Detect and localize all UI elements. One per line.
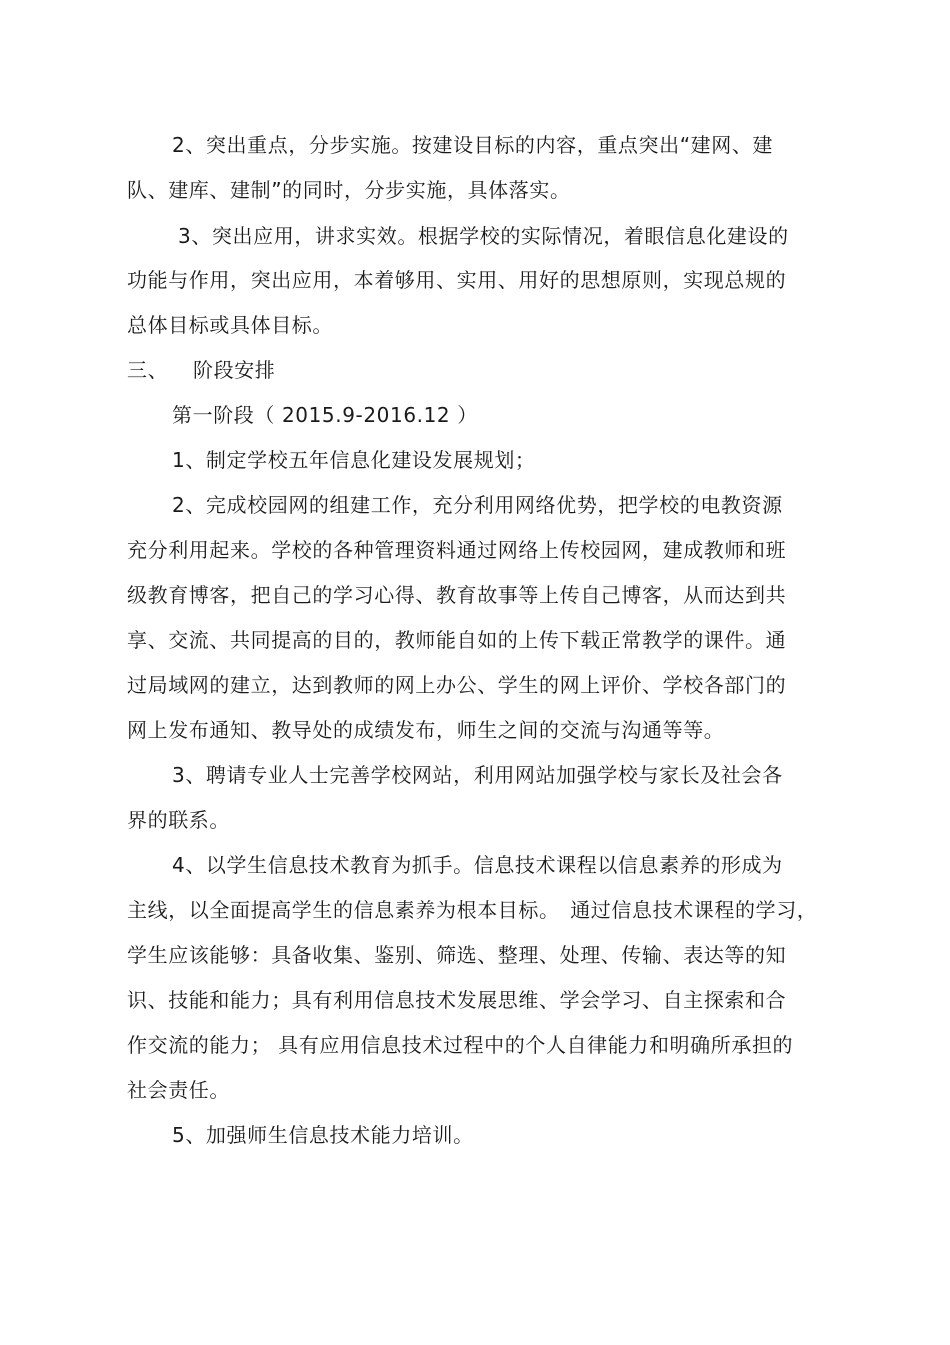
text-line: 3、聘请专业人士完善学校网站，利用网站加强学校与家长及社会各 [172, 763, 783, 787]
text-line: 2、完成校园网的组建工作，充分利用网络优势，把学校的电教资源 [172, 493, 783, 517]
text-line: 网上发布通知、教导处的成绩发布，师生之间的交流与沟通等等。 [127, 718, 725, 742]
text-line: 3、突出应用，讲求实效。根据学校的实际情况，着眼信息化建设的 [178, 224, 789, 248]
text-line: 2、突出重点，分步实施。按建设目标的内容，重点突出“建网、建 [172, 133, 774, 157]
text-line: 主线，以全面提高学生的信息素养为根本目标。 通过信息技术课程的学习， [127, 898, 818, 922]
text-line: 级教育博客，把自己的学习心得、教育故事等上传自己博客，从而达到共 [127, 583, 787, 607]
text-line: 学生应该能够：具备收集、鉴别、筛选、整理、处理、传输、表达等的知 [127, 943, 787, 967]
text-line: 总体目标或具体目标。 [127, 313, 333, 337]
text-line: 5、加强师生信息技术能力培训。 [172, 1123, 474, 1147]
text-line: 1、制定学校五年信息化建设发展规划； [172, 448, 536, 472]
section-number: 三、 [127, 358, 169, 382]
text-line: 功能与作用，突出应用，本着够用、实用、用好的思想原则，实现总规的 [127, 268, 787, 292]
text-line: 享、交流、共同提高的目的，教师能自如的上传下载正常教学的课件。通 [127, 628, 787, 652]
text-line: 队、建库、建制”的同时，分步实施，具体落实。 [127, 178, 571, 202]
text-line: 过局域网的建立，达到教师的网上办公、学生的网上评价、学校各部门的 [127, 673, 787, 697]
stage-heading: 第一阶段（ 2015.9-2016.12 ） [172, 403, 478, 427]
text-line: 界的联系。 [127, 808, 230, 832]
text-line: 识、技能和能力；具有利用信息技术发展思维、学会学习、自主探索和合 [127, 988, 787, 1012]
section-heading: 阶段安排 [193, 358, 276, 382]
text-line: 作交流的能力； 具有应用信息技术过程中的个人自律能力和明确所承担的 [127, 1033, 794, 1057]
text-line: 充分利用起来。学校的各种管理资料通过网络上传校园网，建成教师和班 [127, 538, 787, 562]
text-line: 4、以学生信息技术教育为抓手。信息技术课程以信息素养的形成为 [172, 853, 783, 877]
text-line: 社会责任。 [127, 1078, 230, 1102]
